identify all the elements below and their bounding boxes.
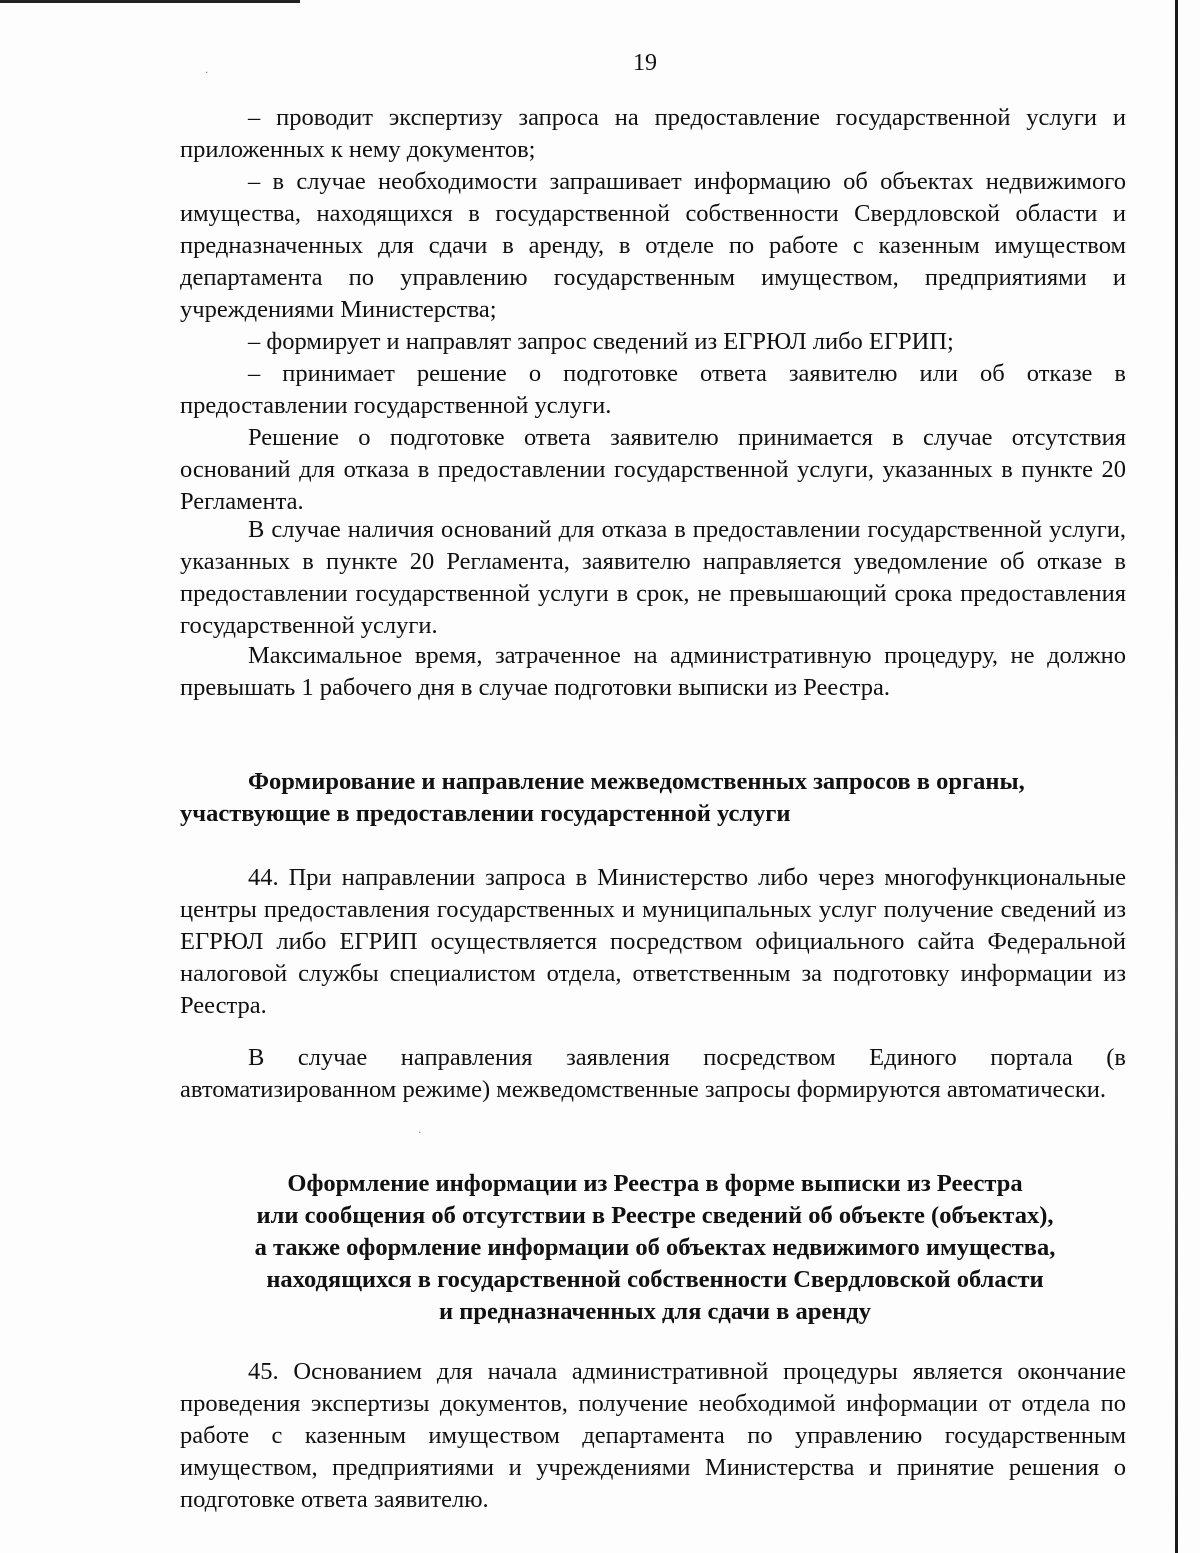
paragraph-item-44: 44. При направлении запроса в Министерство либо через многофункциональные центры предоставления государственных и муниципальных услуг получение сведений из ЕГРЮЛ либо ЕГРИП осуществляется посредством официального сайта Федеральной налоговой службы специалистом отдела, ответственным за подготовку информации из Реестра. xyxy=(180,864,1126,1019)
paragraph-item-45: 45. Основанием для начала административной процедуры является окончание проведения экспертизы документов, получение необходимой информации от отдела по работе с казенным имуществом департамента по управлению государственным имуществом, предприятиями и учреждениями Министерства и принятие решения о подготовке ответа заявителю. xyxy=(180,1358,1126,1513)
heading-line: а также оформление информации об объектах недвижимого имущества, xyxy=(254,1234,1056,1261)
section-heading-interagency-requests: Формирование и направление межведомственных запросов в органы, участвующие в предоставлении государстенной услуги xyxy=(180,768,1025,827)
page-number: 19 xyxy=(633,50,657,76)
paragraph-max-time: Максимальное время, затраченное на административную процедуру, не должно превышать 1 рабочего дня в случае подготовки выписки из Реестра. xyxy=(180,642,1126,701)
scan-speck: · xyxy=(205,68,209,79)
section-heading-registry-extract xyxy=(180,1168,1130,1328)
paragraph-single-portal: В случае направления заявления посредством Единого портала (в автоматизированном режиме) межведомственные запросы формируются автоматически. xyxy=(180,1044,1126,1103)
heading-line: и предназначенных для сдачи в аренду xyxy=(439,1298,871,1325)
scan-edge-right xyxy=(1175,0,1178,1553)
paragraph-egrul-request: – формирует и направлят запрос сведений из ЕГРЮЛ либо ЕГРИП; xyxy=(248,328,954,355)
paragraph-request-info: – в случае необходимости запрашивает информацию об объектах недвижимого имущества, находящихся в государственной собственности Свердловской области и предназначенных для сдачи в аренду, в отделе по работе с казенным имуществом департамента по управлению государственным имуществом, предприятиями и учреждениями Министерства; xyxy=(180,168,1126,323)
heading-line: или сообщения об отсутствии в Реестре сведений об объекте (объектах), xyxy=(256,1202,1054,1229)
paragraph-decision: – принимает решение о подготовке ответа заявителю или об отказе в предоставлении государственной услуги. xyxy=(180,360,1126,419)
scan-speck: · xyxy=(418,1128,422,1139)
heading-line: находящихся в государственной собственности Свердловской области xyxy=(266,1266,1044,1293)
heading-line: Оформление информации из Реестра в форме выписки из Реестра xyxy=(287,1170,1023,1197)
paragraph-refusal-notice: В случае наличия оснований для отказа в предоставлении государственной услуги, указанных в пункте 20 Регламента, заявителю направляется уведомление об отказе в предоставлении государственной услуги в срок, не превышающий срока предоставления государственной услуги. xyxy=(180,516,1126,639)
paragraph-expertise: – проводит экспертизу запроса на предоставление государственной услуги и приложенных к нему документов; xyxy=(180,104,1126,163)
scan-edge-top xyxy=(0,0,300,3)
paragraph-decision-condition: Решение о подготовке ответа заявителю принимается в случае отсутствия оснований для отказа в предоставлении государственной услуги, указанных в пункте 20 Регламента. xyxy=(180,424,1126,515)
